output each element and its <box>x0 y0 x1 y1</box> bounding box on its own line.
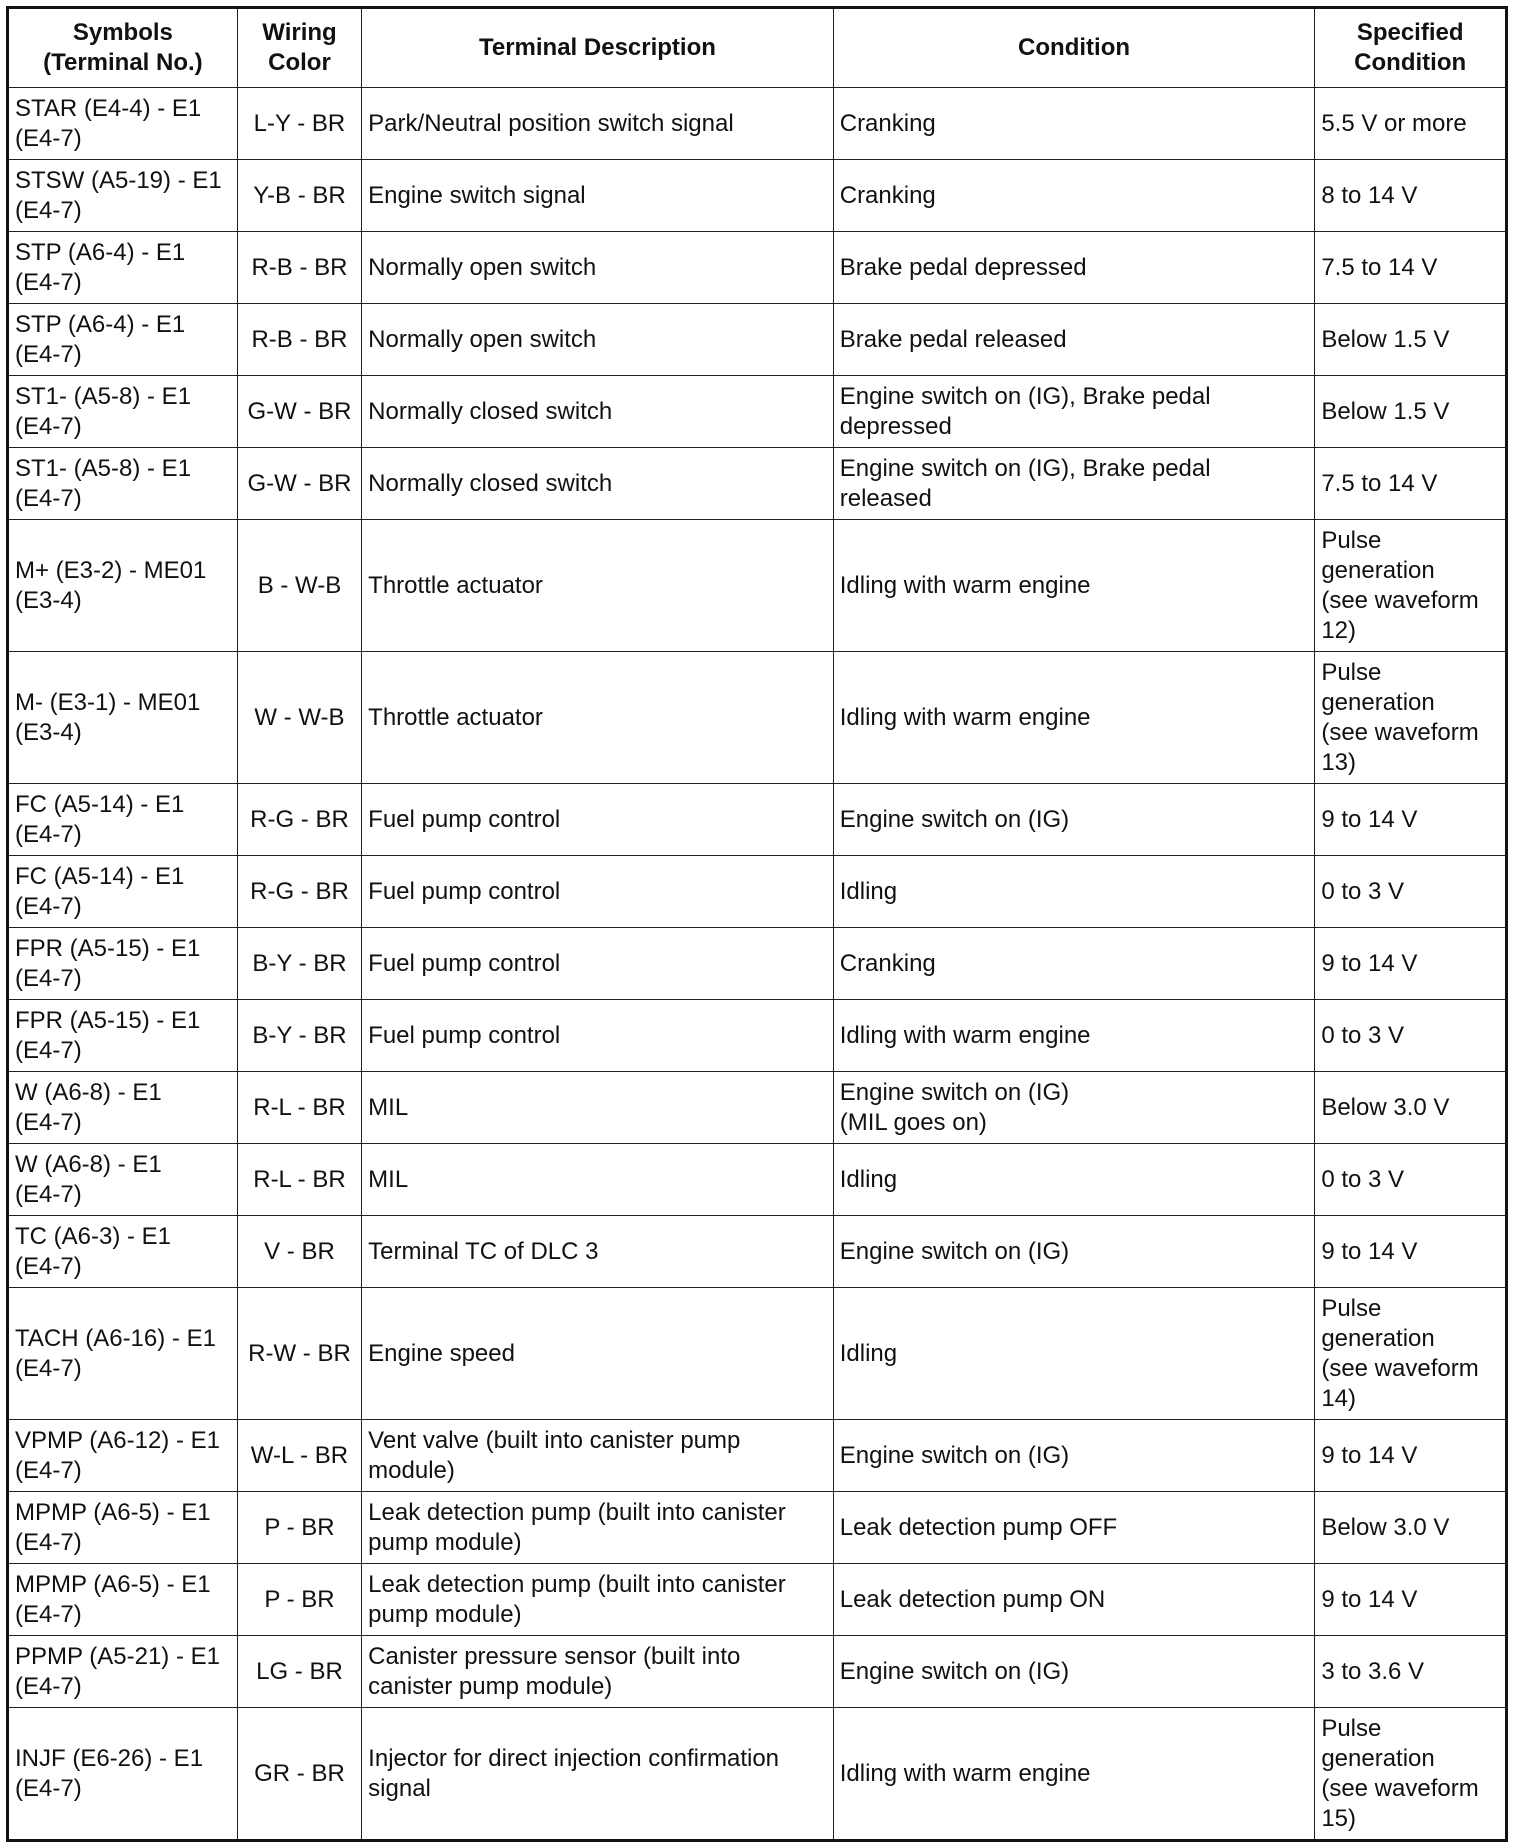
cell-specified-condition: Pulse generation (see waveform 13) <box>1315 652 1507 784</box>
cell-terminal-description: Leak detection pump (built into canister pump module) <box>362 1564 834 1636</box>
cell-wiring-color: Y-B - BR <box>237 160 361 232</box>
cell-symbols: W (A6-8) - E1 (E4-7) <box>8 1144 238 1216</box>
cell-wiring-color: W - W-B <box>237 652 361 784</box>
cell-terminal-description: Normally open switch <box>362 232 834 304</box>
header-row <box>8 8 1507 88</box>
cell-specified-condition: 3 to 3.6 V <box>1315 1636 1507 1708</box>
cell-condition: Cranking <box>833 160 1315 232</box>
cell-terminal-description: Park/Neutral position switch signal <box>362 88 834 160</box>
table-row <box>8 1000 1507 1072</box>
cell-wiring-color: R-L - BR <box>237 1072 361 1144</box>
cell-wiring-color: R-G - BR <box>237 856 361 928</box>
cell-specified-condition: Pulse generation (see waveform 14) <box>1315 1288 1507 1420</box>
cell-symbols: ST1- (A5-8) - E1 (E4-7) <box>8 376 238 448</box>
table-row <box>8 1708 1507 1841</box>
cell-condition: Brake pedal depressed <box>833 232 1315 304</box>
terminal-spec-table <box>6 6 1508 1842</box>
cell-terminal-description: Fuel pump control <box>362 856 834 928</box>
cell-specified-condition: 7.5 to 14 V <box>1315 448 1507 520</box>
cell-symbols: STP (A6-4) - E1 (E4-7) <box>8 304 238 376</box>
cell-terminal-description: MIL <box>362 1072 834 1144</box>
cell-specified-condition: Below 3.0 V <box>1315 1072 1507 1144</box>
cell-wiring-color: B - W-B <box>237 520 361 652</box>
cell-symbols: TC (A6-3) - E1 (E4-7) <box>8 1216 238 1288</box>
cell-wiring-color: W-L - BR <box>237 1420 361 1492</box>
cell-terminal-description: Throttle actuator <box>362 520 834 652</box>
cell-condition: Idling with warm engine <box>833 1000 1315 1072</box>
cell-symbols: TACH (A6-16) - E1 (E4-7) <box>8 1288 238 1420</box>
cell-condition: Idling with warm engine <box>833 520 1315 652</box>
table-row <box>8 160 1507 232</box>
cell-terminal-description: Injector for direct injection confirmation signal <box>362 1708 834 1841</box>
cell-condition: Engine switch on (IG), Brake pedal depressed <box>833 376 1315 448</box>
table-row <box>8 1564 1507 1636</box>
cell-specified-condition: 9 to 14 V <box>1315 1420 1507 1492</box>
table-row <box>8 1072 1507 1144</box>
cell-terminal-description: Engine speed <box>362 1288 834 1420</box>
cell-terminal-description: Leak detection pump (built into canister pump module) <box>362 1492 834 1564</box>
table-row <box>8 304 1507 376</box>
cell-specified-condition: 9 to 14 V <box>1315 784 1507 856</box>
cell-condition: Leak detection pump ON <box>833 1564 1315 1636</box>
cell-symbols: STP (A6-4) - E1 (E4-7) <box>8 232 238 304</box>
table-row <box>8 88 1507 160</box>
cell-symbols: ST1- (A5-8) - E1 (E4-7) <box>8 448 238 520</box>
cell-symbols: STAR (E4-4) - E1 (E4-7) <box>8 88 238 160</box>
cell-wiring-color: R-W - BR <box>237 1288 361 1420</box>
cell-symbols: STSW (A5-19) - E1 (E4-7) <box>8 160 238 232</box>
table-row <box>8 1492 1507 1564</box>
cell-condition: Idling with warm engine <box>833 652 1315 784</box>
cell-specified-condition: 9 to 14 V <box>1315 1216 1507 1288</box>
table-row <box>8 652 1507 784</box>
cell-wiring-color: B-Y - BR <box>237 1000 361 1072</box>
cell-specified-condition: Below 1.5 V <box>1315 376 1507 448</box>
header-symbols: Symbols (Terminal No.) <box>8 8 238 88</box>
table-row <box>8 856 1507 928</box>
cell-wiring-color: R-B - BR <box>237 304 361 376</box>
cell-symbols: INJF (E6-26) - E1 (E4-7) <box>8 1708 238 1841</box>
cell-wiring-color: G-W - BR <box>237 376 361 448</box>
cell-terminal-description: Fuel pump control <box>362 928 834 1000</box>
cell-symbols: VPMP (A6-12) - E1 (E4-7) <box>8 1420 238 1492</box>
cell-terminal-description: Vent valve (built into canister pump module) <box>362 1420 834 1492</box>
cell-symbols: M- (E3-1) - ME01 (E3-4) <box>8 652 238 784</box>
cell-specified-condition: 9 to 14 V <box>1315 928 1507 1000</box>
cell-condition: Cranking <box>833 88 1315 160</box>
cell-terminal-description: MIL <box>362 1144 834 1216</box>
table-body <box>8 88 1507 1841</box>
cell-symbols: MPMP (A6-5) - E1 (E4-7) <box>8 1564 238 1636</box>
cell-symbols: MPMP (A6-5) - E1 (E4-7) <box>8 1492 238 1564</box>
table-row <box>8 232 1507 304</box>
cell-symbols: W (A6-8) - E1 (E4-7) <box>8 1072 238 1144</box>
cell-condition: Engine switch on (IG) <box>833 1420 1315 1492</box>
cell-condition: Engine switch on (IG) <box>833 1216 1315 1288</box>
cell-condition: Engine switch on (IG) <box>833 1636 1315 1708</box>
cell-terminal-description: Engine switch signal <box>362 160 834 232</box>
cell-terminal-description: Fuel pump control <box>362 784 834 856</box>
cell-condition: Idling <box>833 1288 1315 1420</box>
cell-specified-condition: 0 to 3 V <box>1315 1144 1507 1216</box>
cell-condition: Leak detection pump OFF <box>833 1492 1315 1564</box>
cell-wiring-color: B-Y - BR <box>237 928 361 1000</box>
cell-symbols: M+ (E3-2) - ME01 (E3-4) <box>8 520 238 652</box>
header-terminal-description: Terminal Description <box>362 8 834 88</box>
header-wiring-color: Wiring Color <box>237 8 361 88</box>
table-row <box>8 1216 1507 1288</box>
cell-wiring-color: R-B - BR <box>237 232 361 304</box>
cell-specified-condition: 8 to 14 V <box>1315 160 1507 232</box>
cell-condition: Engine switch on (IG) <box>833 784 1315 856</box>
cell-specified-condition: 9 to 14 V <box>1315 1564 1507 1636</box>
cell-symbols: FPR (A5-15) - E1 (E4-7) <box>8 1000 238 1072</box>
cell-terminal-description: Throttle actuator <box>362 652 834 784</box>
cell-wiring-color: R-G - BR <box>237 784 361 856</box>
cell-condition: Engine switch on (IG), Brake pedal released <box>833 448 1315 520</box>
table-row <box>8 1636 1507 1708</box>
cell-terminal-description: Terminal TC of DLC 3 <box>362 1216 834 1288</box>
cell-specified-condition: Pulse generation (see waveform 12) <box>1315 520 1507 652</box>
cell-specified-condition: Pulse generation (see waveform 15) <box>1315 1708 1507 1841</box>
cell-condition: Engine switch on (IG) (MIL goes on) <box>833 1072 1315 1144</box>
table-row <box>8 928 1507 1000</box>
cell-specified-condition: 0 to 3 V <box>1315 856 1507 928</box>
table-row <box>8 1288 1507 1420</box>
cell-terminal-description: Canister pressure sensor (built into canister pump module) <box>362 1636 834 1708</box>
cell-symbols: PPMP (A5-21) - E1 (E4-7) <box>8 1636 238 1708</box>
cell-wiring-color: GR - BR <box>237 1708 361 1841</box>
cell-wiring-color: G-W - BR <box>237 448 361 520</box>
cell-terminal-description: Normally closed switch <box>362 448 834 520</box>
cell-wiring-color: P - BR <box>237 1564 361 1636</box>
cell-specified-condition: 7.5 to 14 V <box>1315 232 1507 304</box>
cell-condition: Idling <box>833 1144 1315 1216</box>
cell-wiring-color: L-Y - BR <box>237 88 361 160</box>
header-specified-condition: Specified Condition <box>1315 8 1507 88</box>
table-row <box>8 376 1507 448</box>
cell-terminal-description: Normally closed switch <box>362 376 834 448</box>
cell-wiring-color: V - BR <box>237 1216 361 1288</box>
table-row <box>8 448 1507 520</box>
table-row <box>8 1144 1507 1216</box>
cell-specified-condition: Below 1.5 V <box>1315 304 1507 376</box>
cell-condition: Idling <box>833 856 1315 928</box>
cell-symbols: FC (A5-14) - E1 (E4-7) <box>8 784 238 856</box>
table-row <box>8 520 1507 652</box>
cell-specified-condition: 5.5 V or more <box>1315 88 1507 160</box>
cell-wiring-color: P - BR <box>237 1492 361 1564</box>
cell-condition: Idling with warm engine <box>833 1708 1315 1841</box>
cell-wiring-color: LG - BR <box>237 1636 361 1708</box>
cell-terminal-description: Fuel pump control <box>362 1000 834 1072</box>
table-row <box>8 1420 1507 1492</box>
cell-specified-condition: Below 3.0 V <box>1315 1492 1507 1564</box>
cell-terminal-description: Normally open switch <box>362 304 834 376</box>
table-row <box>8 784 1507 856</box>
cell-condition: Cranking <box>833 928 1315 1000</box>
header-condition: Condition <box>833 8 1315 88</box>
cell-symbols: FC (A5-14) - E1 (E4-7) <box>8 856 238 928</box>
cell-wiring-color: R-L - BR <box>237 1144 361 1216</box>
cell-symbols: FPR (A5-15) - E1 (E4-7) <box>8 928 238 1000</box>
cell-condition: Brake pedal released <box>833 304 1315 376</box>
cell-specified-condition: 0 to 3 V <box>1315 1000 1507 1072</box>
